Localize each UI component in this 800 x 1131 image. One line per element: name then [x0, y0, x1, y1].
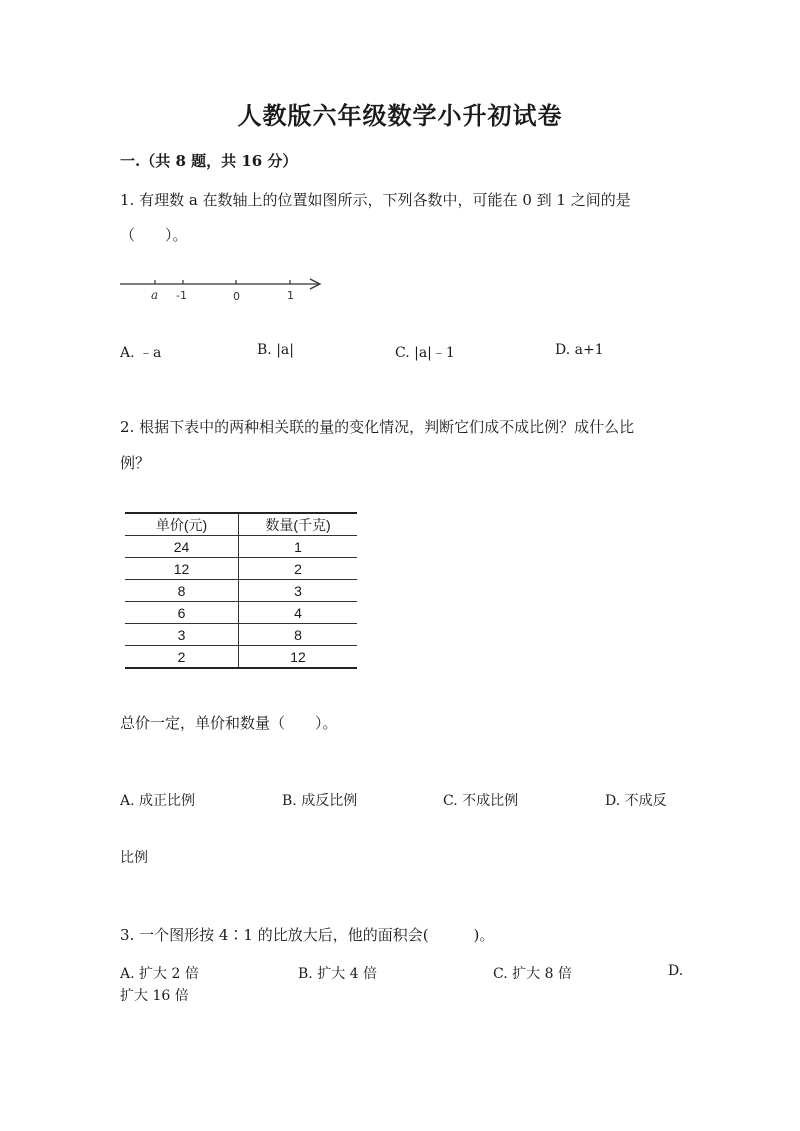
- table-cell-quantity: 12: [239, 646, 358, 669]
- table-cell-quantity: 8: [239, 624, 358, 646]
- label-1: 1: [287, 289, 294, 302]
- q3-option-b: B. 扩大 4 倍: [298, 966, 377, 982]
- table-cell-quantity: 1: [239, 536, 358, 558]
- table-cell-price: 3: [125, 624, 239, 646]
- table-cell-quantity: 2: [239, 558, 358, 580]
- q2-option-a: A. 成正比例: [120, 793, 196, 809]
- q2-stem-line2: 例？: [120, 454, 151, 472]
- q1-option-c: C. |a|﹣1: [395, 345, 455, 361]
- q2-stem-line1: 2. 根据下表中的两种相关联的量的变化情况，判断它们成不成比例？成什么比: [120, 418, 635, 436]
- q3-option-d-wrap: 扩大 16 倍: [120, 988, 189, 1004]
- table-row: [125, 536, 357, 558]
- table-row: [125, 580, 357, 602]
- number-line-figure: [118, 272, 328, 304]
- page-title: 人教版六年级数学小升初试卷: [237, 101, 563, 130]
- q2-option-d: D. 不成反: [605, 793, 667, 809]
- q2-option-d-wrap: 比例: [120, 850, 148, 866]
- label-a: a: [151, 288, 159, 302]
- table-cell-price: 12: [125, 558, 239, 580]
- q2-option-b: B. 成反比例: [282, 793, 358, 809]
- q3-option-c: C. 扩大 8 倍: [493, 966, 572, 982]
- price-quantity-table: [125, 512, 357, 669]
- table-header-quantity: 数量(千克): [239, 513, 358, 536]
- q1-option-b: B. |a|: [257, 342, 294, 358]
- q3-stem: 3. 一个图形按 4∶1 的比放大后，他的面积会( )。: [120, 926, 495, 944]
- label-0: 0: [233, 290, 240, 303]
- table-cell-price: 6: [125, 602, 239, 624]
- q2-option-c: C. 不成比例: [443, 793, 519, 809]
- section-heading: 一.（共 8 题，共 16 分）: [120, 152, 298, 170]
- q1-stem-line1: 1. 有理数 a 在数轴上的位置如图所示，下列各数中，可能在 0 到 1 之间的是: [120, 191, 631, 209]
- table-cell-price: 8: [125, 580, 239, 602]
- q2-sub-question: 总价一定，单价和数量（ ）。: [120, 714, 338, 732]
- table-row: [125, 558, 357, 580]
- label-neg1: -1: [176, 289, 187, 302]
- table-row: [125, 646, 357, 669]
- table-cell-price: 2: [125, 646, 239, 669]
- table-row: [125, 602, 357, 624]
- q1-option-d: D. a+1: [555, 342, 604, 358]
- table-header-price: 单价(元): [125, 513, 239, 536]
- q3-option-a: A. 扩大 2 倍: [120, 966, 199, 982]
- q1-stem-line2: （ ）。: [120, 226, 188, 244]
- table-cell-quantity: 3: [239, 580, 358, 602]
- q1-option-a: A. ﹣a: [120, 345, 162, 361]
- table-cell-price: 24: [125, 536, 239, 558]
- table-row: [125, 624, 357, 646]
- table-cell-quantity: 4: [239, 602, 358, 624]
- q3-option-d: D.: [668, 963, 684, 979]
